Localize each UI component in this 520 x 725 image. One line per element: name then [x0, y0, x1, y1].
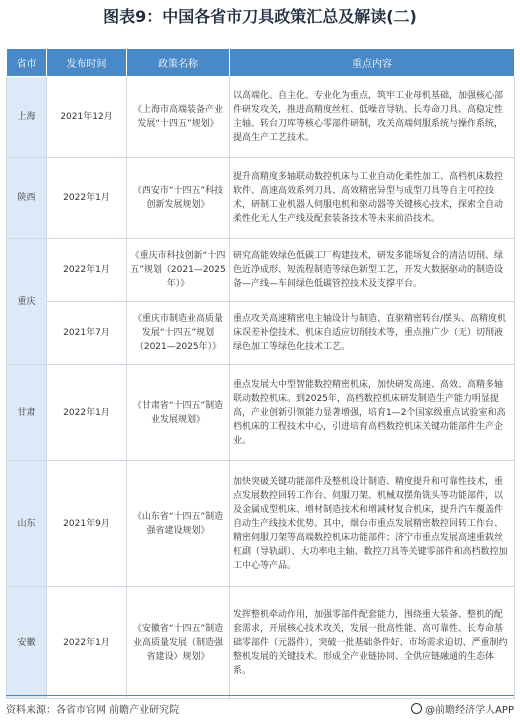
province-cell: 甘肃: [7, 365, 47, 461]
header-key-content: 重点内容: [230, 49, 515, 77]
footer: [6, 695, 514, 716]
policy-name-cell: 《甘肃省“十四五”制造业发展规划》: [127, 365, 230, 461]
policy-name-cell: 《重庆市科技创新“十四五”规划（2021—2025年）》: [127, 239, 230, 302]
page-title: 图表9：中国各省市刀具政策汇总及解读(二): [103, 7, 417, 26]
policy-name-cell: 《上海市高端装备产业发展“十四五”规划》: [127, 77, 230, 158]
content-cell: 重点攻关高速精密电主轴设计与制造、直驱精密转台/摆头、高精度机床误差补偿技术、机床自适应切削技术等，重点推广少（无）切削液绿色加工等绿色化技术工艺。: [230, 302, 515, 365]
date-cell: 2022年1月: [47, 158, 127, 239]
date-cell: 2021年7月: [47, 302, 127, 365]
province-cell: 上海: [7, 77, 47, 158]
policy-table: [6, 48, 515, 699]
date-cell: 2022年1月: [47, 587, 127, 699]
date-cell: 2021年9月: [47, 461, 127, 587]
content-cell: 研究高能效绿色低碳工厂构建技术，研发多能场复合的清洁切削、绿色近净成形、短流程制造等绿色新型工艺，开发大数据驱动的制造设备—产线—车间绿色低碳管控技术及支撑平台。: [230, 239, 515, 302]
table-row: [7, 461, 515, 587]
policy-name-cell: 《山东省“十四五”制造强省建设规划》: [127, 461, 230, 587]
table-header-row: [7, 49, 515, 77]
date-cell: 2021年12月: [47, 77, 127, 158]
policy-name-cell: 《西安市“十四五”科技创新发展规划》: [127, 158, 230, 239]
policy-name-cell: 《重庆市制造业高质量发展“十四五”规划（2021—2025年）》: [127, 302, 230, 365]
date-cell: 2022年1月: [47, 365, 127, 461]
header-policy-name: 政策名称: [127, 49, 230, 77]
header-province: 省市: [7, 49, 47, 77]
date-cell: 2022年1月: [47, 239, 127, 302]
brand-label: @前瞻经济学人APP: [425, 705, 514, 716]
content-cell: 发挥整机牵动作用，加强零部件配套能力，围绕重大装备、整机的配套需求，开展核心技术攻关，发展一批高性能、高可靠性、长寿命基础零部件（元器件），突破一批基础条件好、市场需求迫切、严重制约整机发展的关键技术。形成全产业链协同、全供应链融通的生态体系。: [230, 587, 515, 699]
province-cell: 陕西: [7, 158, 47, 239]
qianzhan-logo-icon: [411, 703, 422, 714]
table-row: [7, 365, 515, 461]
table-row: [7, 587, 515, 699]
content-cell: 以高端化、自主化、专业化为重点，筑牢工业母机基础，加强核心部件研发攻关，推进高精度丝杠、低噪音导轨、长寿命刀具、高稳定性主轴、转台刀库等核心零部件研制，攻关高端伺服系统与操作系统，提高生产工艺技术。: [230, 77, 515, 158]
table-row: [7, 239, 515, 302]
table-row: [7, 158, 515, 239]
content-cell: 加快突破关键功能部件及整机设计制造、精度提升和可靠性技术，重点发展数控回转工作台、伺服刀架、机械双摆角铣头等功能部件，以及金属成型机床、增材制造技术和增减材复合机床，提升汽车覆盖件自动生产线技术优势。其中，烟台市重点发展精密数控回转工作台、精密伺服刀架等高端数控机床功能部件；济宁市重点发展高速重载丝杠副（导轨副）、大功率电主轴、数控刀具等关键零部件和高档数控加工中心等产品。: [230, 461, 515, 587]
header-date: 发布时间: [47, 49, 127, 77]
province-cell: 山东: [7, 461, 47, 587]
policy-name-cell: 《安徽省“十四五”制造业高质量发展（制造强省建设）规划》: [127, 587, 230, 699]
brand-credit: [411, 701, 514, 716]
province-cell: 重庆: [7, 239, 47, 365]
content-cell: 重点发展大中型智能数控精密机床，加快研发高速、高效、高精多轴联动数控机床。到2025年，高档数控机床研发制造生产能力明显提高，产业创新引领能力显著增强，培育1—2个国家级重点试验室和高档机床的工程技术中心，引进培育高档数控机床关键功能部件生产企业。: [230, 365, 515, 461]
table-row: [7, 302, 515, 365]
content-cell: 提升高精度多轴联动数控机床与工业自动化柔性加工、高档机床数控软件、高速高效系列刀具、高效精密异型与成型刀具等自主可控技术，研制工业机器人伺服电机和驱动器等关键核心技术，探索全自动柔性化无人生产线及配套装备技术等未来前沿技术。: [230, 158, 515, 239]
table-row: [7, 77, 515, 158]
source-note: 资料来源：各省市官网 前瞻产业研究院: [6, 705, 180, 716]
province-cell: 安徽: [7, 587, 47, 699]
